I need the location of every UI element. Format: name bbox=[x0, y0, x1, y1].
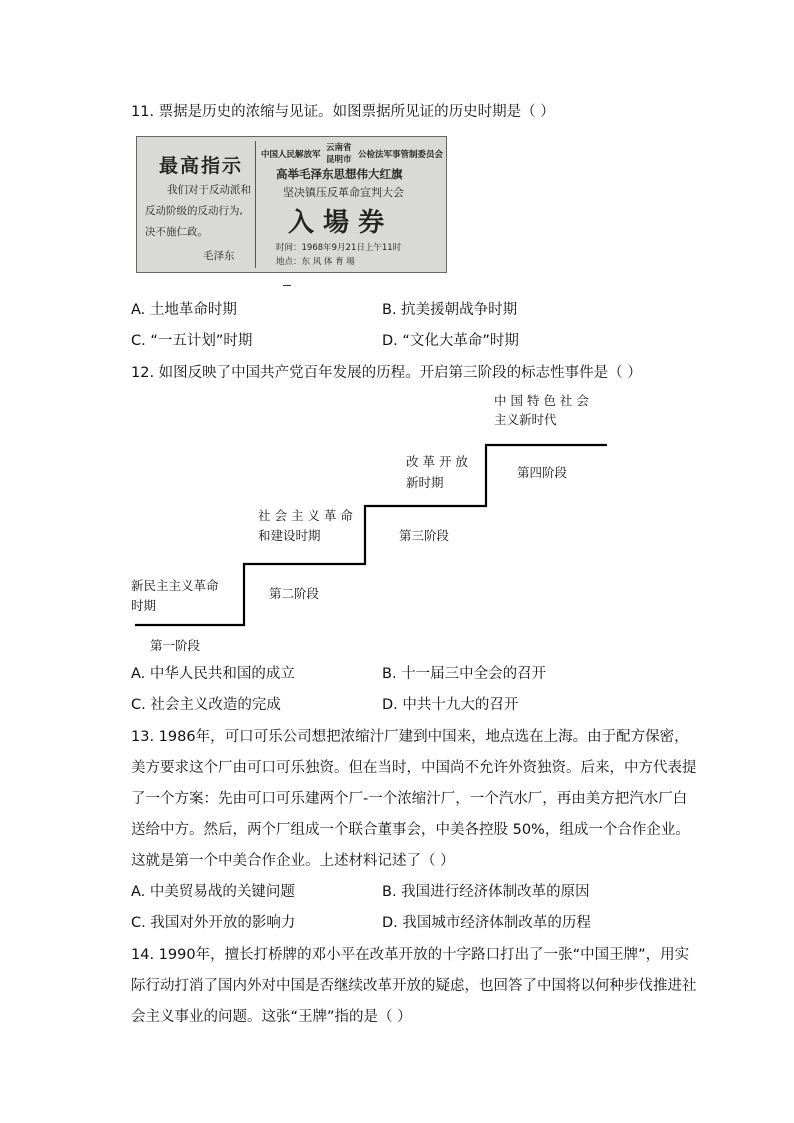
era-3-label-line-1: 改 革 开 放 bbox=[406, 454, 468, 469]
ticket-headline-1: 高举毛泽东思想伟大红旗 bbox=[276, 167, 403, 181]
q12-option-b[interactable]: B. 十一届三中全会的召开 bbox=[382, 666, 547, 682]
ticket-author: 毛泽东 bbox=[203, 250, 235, 262]
q13-option-a[interactable]: A. 中美贸易战的关键问题 bbox=[131, 884, 295, 900]
era-4-label-line-1: 中 国 特 色 社 会 bbox=[494, 393, 589, 408]
ticket-org-region-bottom: 昆明市 bbox=[326, 155, 352, 165]
stage-2-label: 第二阶段 bbox=[269, 586, 320, 601]
ticket-org-prefix: 中国人民解放军 bbox=[261, 150, 321, 160]
q11-option-b[interactable]: B. 抗美援朝战争时期 bbox=[382, 302, 518, 318]
ticket-headline-2: 坚决镇压反革命宣判大会 bbox=[283, 186, 404, 199]
q11-option-a[interactable]: A. 土地革命时期 bbox=[131, 302, 237, 318]
question-13-stem: 13. 1986年，可口可乐公司想把浓缩汁厂建到中国来，地点选在上海。由于配方保密，美方要求这个厂由可口可乐独资。但在当时，中国尚不允许外资独资。后来，中方代表提了一个方案：先由可口可乐建两个厂-一个浓缩汁厂，一个汽水厂，再由美方把汽水厂白送给中方。然后，两个厂组成一个联合董事会，中美各控股 50%，组成一个合作企业。这就是第一个中美合作企业。上述材料记述了（ ） bbox=[131, 729, 697, 869]
stage-1-label: 第一阶段 bbox=[150, 638, 201, 653]
era-2-label-line-2: 和建设时期 bbox=[258, 528, 321, 543]
ticket-org-region-top: 云南省 bbox=[326, 143, 352, 153]
q11-option-c[interactable]: C. “一五计划”时期 bbox=[131, 333, 253, 349]
q12-option-c[interactable]: C. 社会主义改造的完成 bbox=[131, 697, 281, 713]
question-12-stem: 12. 如图反映了中国共产党百年发展的历程。开启第三阶段的标志性事件是（ ） bbox=[131, 365, 642, 381]
ticket-quote-line-3: 决不施仁政。 bbox=[145, 226, 208, 238]
ticket-quote-line-1: 我们对于反动派和 bbox=[167, 184, 251, 196]
era-1-label-line-2: 时期 bbox=[131, 598, 157, 613]
era-4-label-line-2: 主义新时代 bbox=[494, 412, 557, 427]
q12-option-d[interactable]: D. 中共十九大的召开 bbox=[382, 697, 519, 713]
q11-option-d[interactable]: D. “文化大革命”时期 bbox=[382, 333, 519, 349]
era-1-label-line-1: 新民主主义革命 bbox=[131, 578, 219, 593]
ticket-left-title: 最高指示 bbox=[159, 155, 244, 177]
ticket-org-suffix: 公检法军事管制委员会 bbox=[358, 150, 444, 160]
era-3-label-line-2: 新时期 bbox=[406, 475, 444, 490]
q13-option-b[interactable]: B. 我国进行经济体制改革的原因 bbox=[382, 884, 590, 900]
question-11-stem: 11. 票据是历史的浓缩与见证。如图票据所见证的历史时期是（ ） bbox=[131, 104, 555, 120]
question-14-stem: 14. 1990年，擅长打桥牌的邓小平在改革开放的十字路口打出了一张“中国王牌”，用实际行动打消了国内外对中国是否继续改革开放的疑虑，也回答了中国将以何种步伐推进社会主义事业的问题。这张“王牌”指的是（ ） bbox=[131, 947, 697, 1025]
q13-option-c[interactable]: C. 我国对外开放的影响力 bbox=[131, 915, 296, 931]
stage-3-label: 第三阶段 bbox=[399, 528, 450, 543]
ticket-time: 时间：1968年9月21日上午11时 bbox=[276, 243, 402, 253]
ticket-name: 入 場 券 bbox=[288, 208, 385, 238]
q12-option-a[interactable]: A. 中华人民共和国的成立 bbox=[131, 666, 295, 682]
ticket-quote-line-2: 反动阶级的反动行为, bbox=[145, 205, 243, 217]
ticket-place: 地点：东 风 体 育 場 bbox=[276, 257, 355, 267]
stage-4-label: 第四阶段 bbox=[517, 465, 568, 480]
q13-option-d[interactable]: D. 我国城市经济体制改革的历程 bbox=[382, 915, 591, 931]
era-2-label-line-1: 社 会 主 义 革 命 bbox=[258, 508, 353, 523]
